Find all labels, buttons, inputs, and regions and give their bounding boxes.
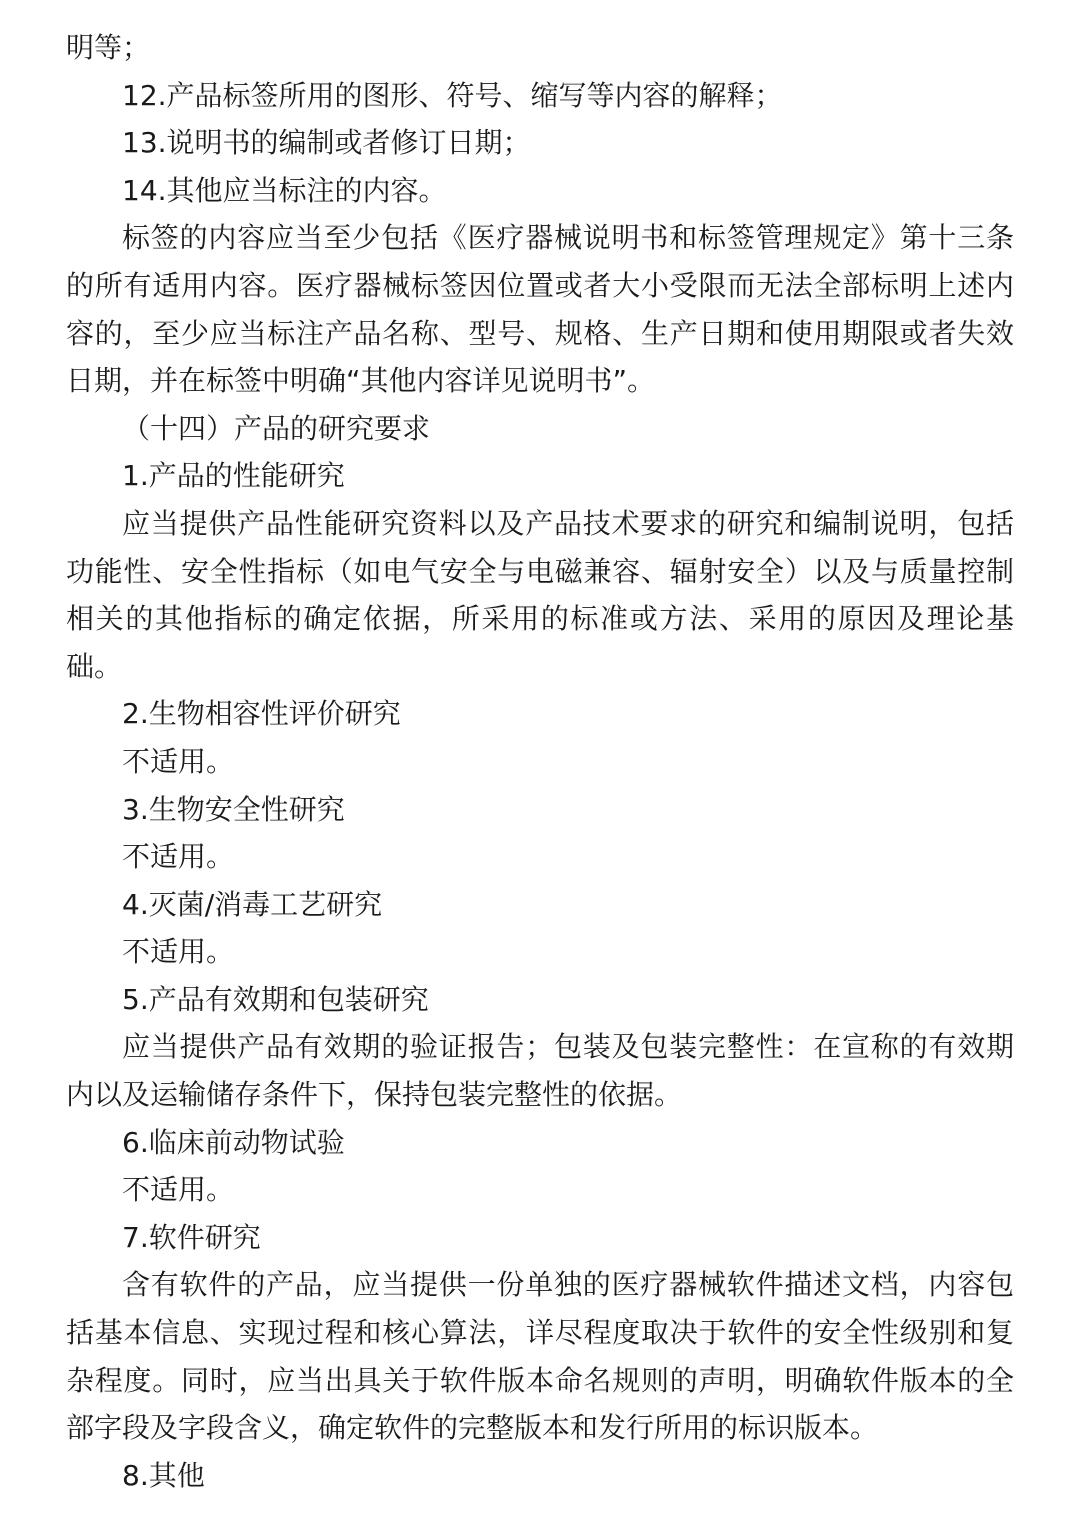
list-item-12: 12.产品标签所用的图形、符号、缩写等内容的解释；	[122, 78, 783, 112]
paragraph-software: 含有软件的产品，应当提供一份单独的医疗器械软件描述文档，内容包括基本信息、实现过程和核心算法，详尽程度取决于软件的安全性级别和复杂程度。同时，应当出具关于软件版本命名规则的声明，明确软件版本的全部字段及字段含义，确定软件的完整版本和发行所用的标识版本。	[66, 1268, 1014, 1445]
subheading-performance: 1.产品的性能研究	[122, 459, 345, 493]
paragraph-not-applicable: 不适用。	[122, 744, 235, 778]
subheading-sterilization: 4.灭菌/消毒工艺研究	[122, 887, 383, 921]
subheading-software: 7.软件研究	[122, 1220, 261, 1254]
paragraph-not-applicable: 不适用。	[122, 935, 235, 969]
paragraph-shelf-life: 应当提供产品有效期的验证报告；包装及包装完整性：在宣称的有效期内以及运输储存条件下，保持包装完整性的依据。	[66, 1030, 1014, 1112]
paragraph-not-applicable: 不适用。	[122, 1173, 235, 1207]
subheading-animal-test: 6.临床前动物试验	[122, 1125, 345, 1159]
paragraph-continuation: 明等；	[66, 31, 151, 64]
section-heading-research: （十四）产品的研究要求	[122, 411, 431, 445]
paragraph-performance: 应当提供产品性能研究资料以及产品技术要求的研究和编制说明，包括功能性、安全性指标（如电气安全与电磁兼容、辐射安全）以及与质量控制相关的其他指标的确定依据，所采用的标准或方法、采用的原因及理论基础。	[66, 506, 1014, 683]
subheading-other: 8.其他	[122, 1458, 205, 1492]
subheading-biosafety: 3.生物安全性研究	[122, 792, 345, 826]
list-item-14: 14.其他应当标注的内容。	[122, 173, 447, 207]
subheading-shelf-life: 5.产品有效期和包装研究	[122, 982, 429, 1016]
list-item-13: 13.说明书的编制或者修订日期；	[122, 126, 531, 160]
subheading-biocompatibility: 2.生物相容性评价研究	[122, 697, 401, 731]
paragraph-label-requirements: 标签的内容应当至少包括《医疗器械说明书和标签管理规定》第十三条的所有适用内容。医疗器械标签因位置或者大小受限而无法全部标明上述内容的，至少应当标注产品名称、型号、规格、生产日期和使用期限或者失效日期，并在标签中明确“其他内容详见说明书”。	[66, 221, 1014, 398]
paragraph-not-applicable: 不适用。	[122, 840, 235, 874]
